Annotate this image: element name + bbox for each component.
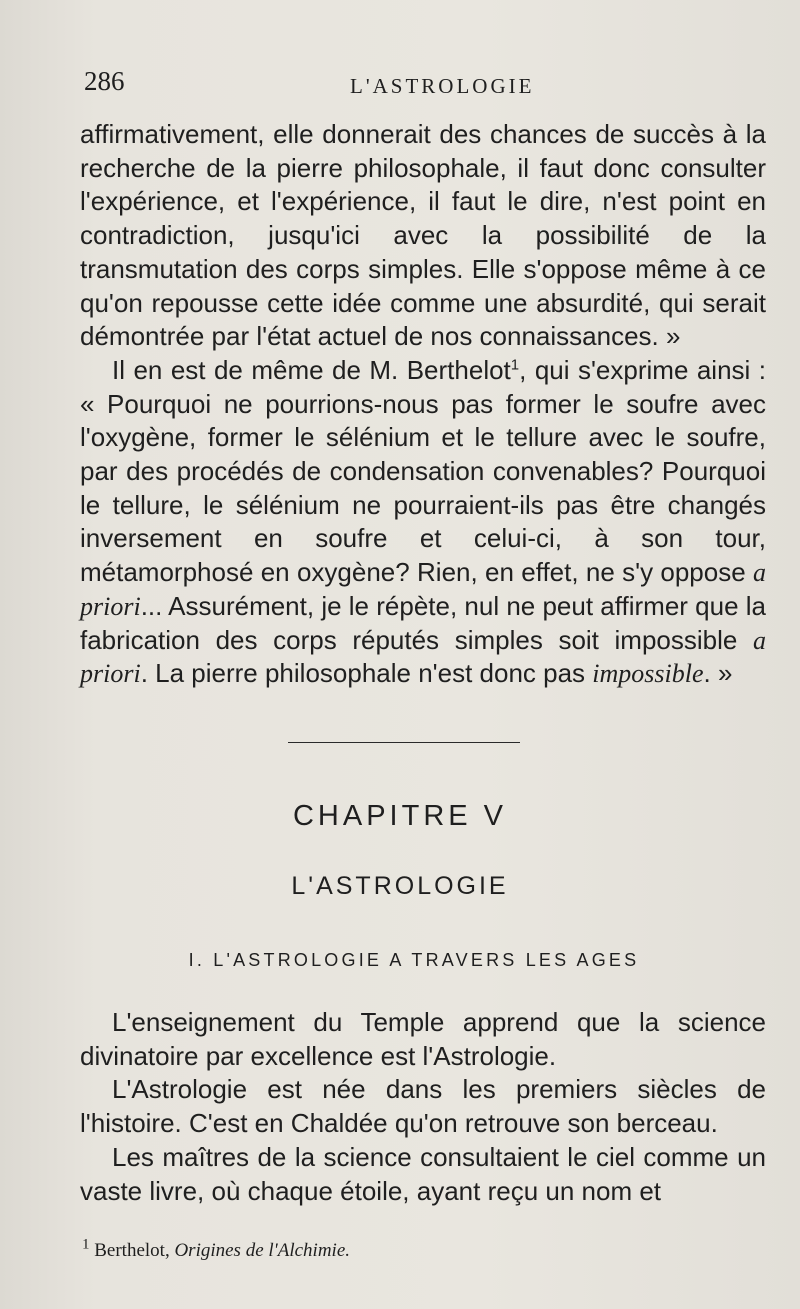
text-block-chapter [80,1006,766,1208]
page-number: 286 [84,66,125,96]
italic-a-priori-1: a priori [80,558,766,621]
section-divider [288,742,520,743]
paragraph-masters: Les maîtres de la science consultaient le ciel comme un vaste livre, où chaque étoile, ayant reçu un nom et [80,1141,766,1206]
footnote-reference: 1 [510,356,520,374]
chapter-number: CHAPITRE V [292,800,508,832]
paragraph-berthelot-quote [80,354,766,691]
quote-text-b: ... Assurément, je le répète, nul ne peut affirmer que la fabrication des corps réputés simples soit impossible [80,590,767,655]
footnote [82,1236,762,1262]
quote-text-c: . La pierre philosophale n'est donc pas [140,658,593,689]
footnote-marker: 1 [82,1236,90,1253]
italic-impossible: impossible [592,659,704,689]
quote-text-a: , qui s'exprime ainsi : « Pourquoi ne pourrions-nous pas former le soufre avec l'oxygène, former le sélénium et le tellure avec le soufre, par des procédés de condensation convenables? Pourquoi le tellure, le sélénium ne pourraient-ils pas être changés inversement en soufre et celui-ci, à son tour, métamorphosé en oxygène? Rien, en effet, ne s'y oppose [80,354,766,588]
chapter-title: L'ASTROLOGIE [291,872,509,900]
quote-text-d: . » [703,658,733,689]
paragraph-continuation: affirmativement, elle donnerait des chances de succès à la recherche de la pierre philosophale, il faut donc consulter l'expérience, et l'expérience, il faut le dire, n'est point en contradiction, jusqu'ici avec la possibilité de la transmutation des corps simples. Elle s'oppose même à ce qu'on repousse cette idée comme une absurdité, qui serait démontrée par l'état actuel de nos connaissances. » [80,119,766,352]
paragraph-temple: L'enseignement du Temple apprend que la science divinatoire par excellence est l'Astrologie. [80,1007,766,1071]
italic-a-priori-2: a priori [80,625,766,689]
quote-intro: Il en est de même de M. Berthelot [112,354,511,385]
page-header [84,66,764,106]
section-heading: I. L'ASTROLOGIE A TRAVERS LES AGES [188,950,640,970]
paragraph-origins: L'Astrologie est née dans les premiers siècles de l'histoire. C'est en Chaldée qu'on retrouve son berceau. [80,1074,766,1139]
footnote-work-title: Origines de l'Alchimie. [174,1240,351,1261]
text-block-continuation [80,118,766,691]
running-title: L'ASTROLOGIE [350,74,535,98]
footnote-author: Berthelot, [94,1240,175,1261]
